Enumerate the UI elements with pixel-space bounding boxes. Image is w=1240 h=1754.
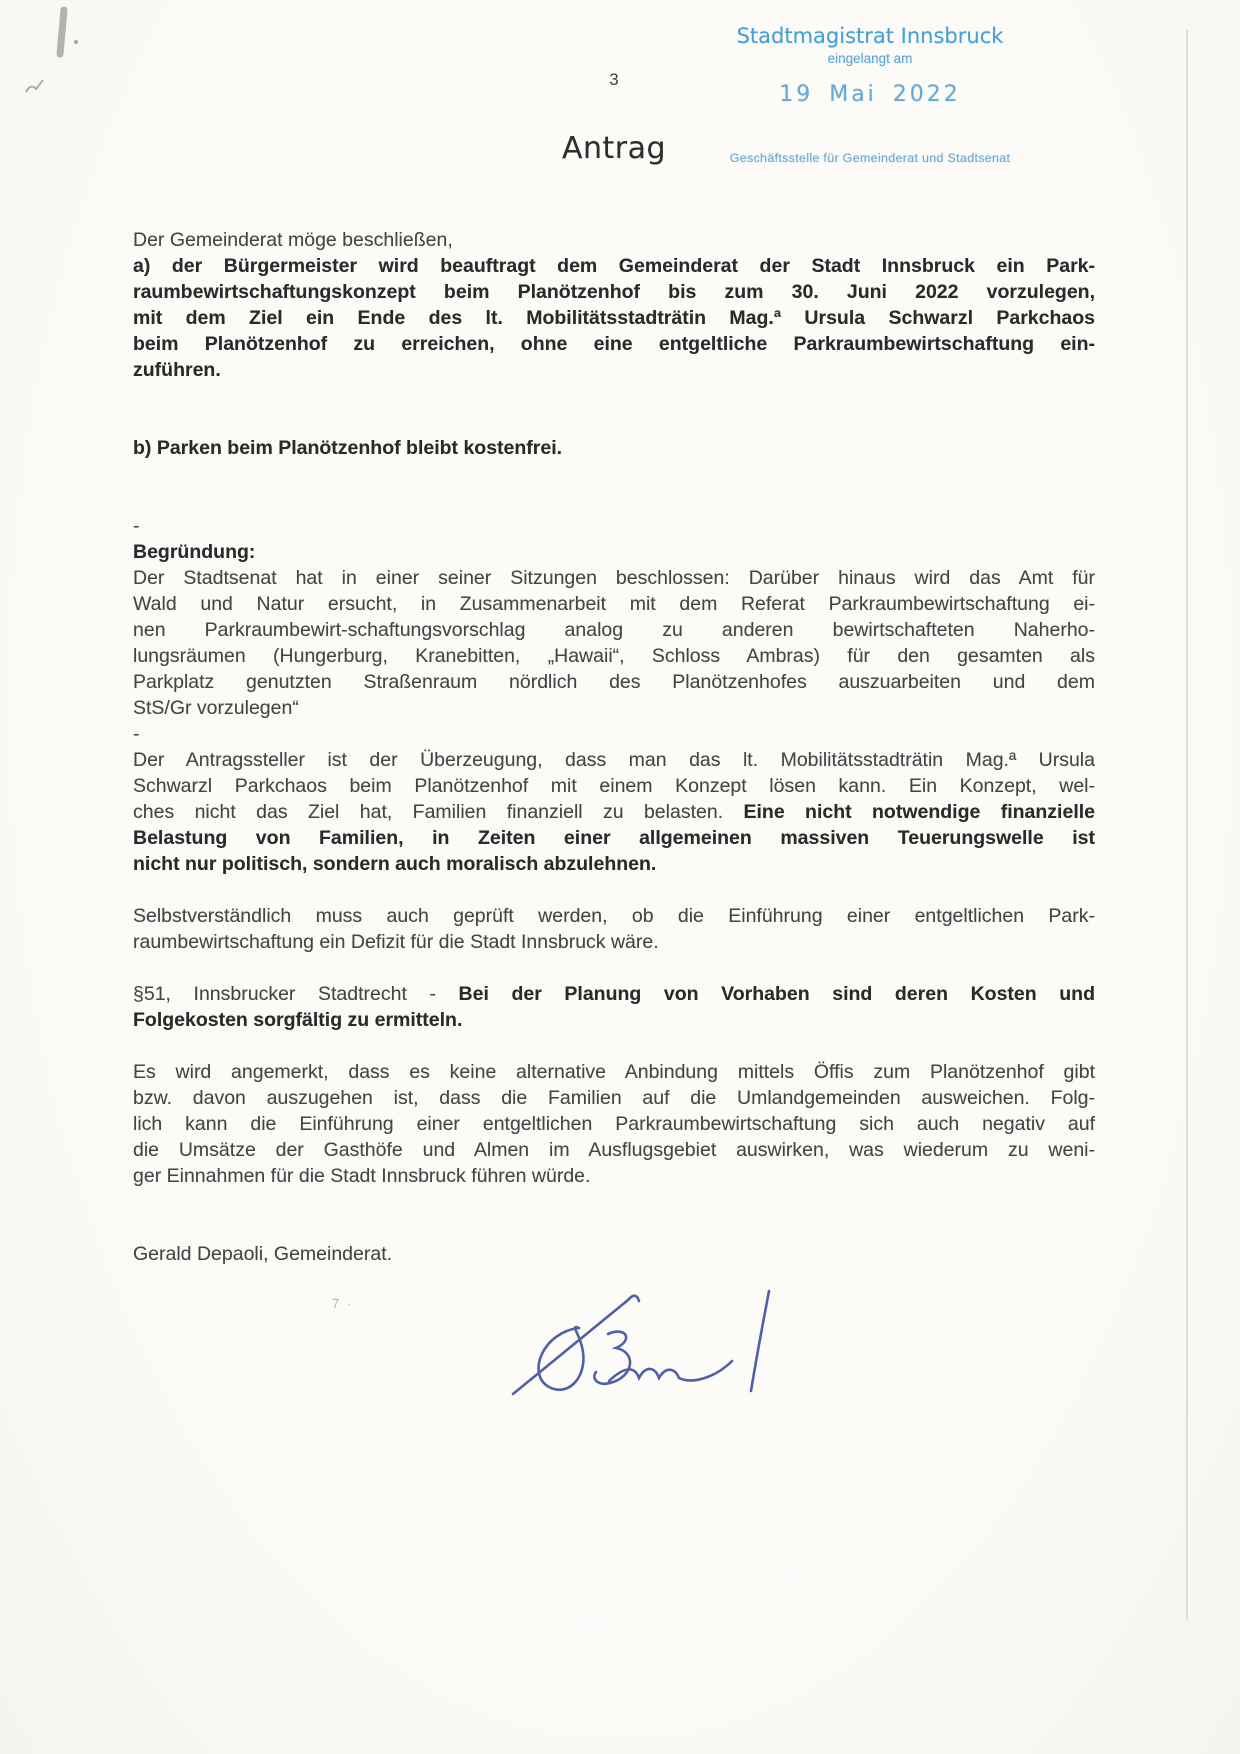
page-number: 3 xyxy=(609,70,619,89)
text-line xyxy=(133,435,1095,461)
text-run: StS/Gr vorzulegen“ xyxy=(133,697,299,719)
text-run: raumbewirtschaftung ein Defizit für die Stadt Innsbruck wäre. xyxy=(133,931,659,953)
text-line xyxy=(133,929,1095,955)
text-line xyxy=(133,357,1095,383)
bold-text-run: Eine nicht notwendige finanzielle xyxy=(743,801,1095,823)
stamp-office-name: Stadtmagistrat Innsbruck xyxy=(736,24,1004,48)
text-run: nen Parkraumbewirt-schaftungsvorschlag analog zu anderen bewirtschafteten Naherho- xyxy=(133,619,1095,641)
text-run: die Umsätze der Gasthöfe und Almen im Ausflugsgebiet auswirken, was wiederum zu weni- xyxy=(133,1139,1095,1161)
text-line xyxy=(133,539,1095,565)
text-run: Es wird angemerkt, dass es keine alternative Anbindung mittels Öffis zum Planötzenhof gibt xyxy=(133,1061,1095,1083)
scan-artifact-line xyxy=(1186,30,1188,1620)
text-line xyxy=(133,331,1095,357)
text-line xyxy=(133,773,1095,799)
text-line xyxy=(133,1007,1095,1033)
stamp-received-label: eingelangt am xyxy=(827,51,913,66)
document-title: Antrag xyxy=(561,131,667,166)
text-line xyxy=(133,695,1095,721)
paragraph xyxy=(133,721,1095,877)
bold-text-run: mit dem Ziel ein Ende des lt. Mobilitätsstadträtin Mag.ª Ursula Schwarzl Parkchaos xyxy=(133,307,1095,329)
stamp-date: 19 Mai 2022 xyxy=(779,82,961,107)
paragraph xyxy=(133,903,1095,955)
text-line xyxy=(133,227,1095,253)
paragraph xyxy=(133,435,1095,461)
text-line xyxy=(133,591,1095,617)
text-line xyxy=(133,617,1095,643)
text-run: lungsräumen (Hungerburg, Kranebitten, „Hawaii“, Schloss Ambras) für den gesamten als xyxy=(133,645,1095,667)
text-line xyxy=(133,1137,1095,1163)
text-run: Wald und Natur ersucht, in Zusammenarbeit mit dem Referat Parkraumbewirtschaftung ei- xyxy=(133,593,1095,615)
text-line xyxy=(133,565,1095,591)
stamp-department: Geschäftsstelle für Gemeinderat und Stadtsenat xyxy=(729,151,1011,165)
text-line xyxy=(133,825,1095,851)
text-line xyxy=(133,747,1095,773)
text-line xyxy=(133,1163,1095,1189)
stray-mark: 7 · xyxy=(332,1296,354,1311)
bold-text-run: raumbewirtschaftungskonzept beim Planötzenhof bis zum 30. Juni 2022 vorzulegen, xyxy=(133,281,1095,303)
text-line xyxy=(133,279,1095,305)
text-run: §51, Innsbrucker Stadtrecht - xyxy=(133,983,459,1005)
received-stamp xyxy=(718,24,1022,165)
bold-text-run: beim Planötzenhof zu erreichen, ohne eine entgeltliche Parkraumbewirtschaftung ein- xyxy=(133,333,1095,355)
text-run: Der Stadtsenat hat in einer seiner Sitzungen beschlossen: Darüber hinaus wird das Amt für xyxy=(133,567,1095,589)
text-line xyxy=(133,253,1095,279)
text-run: Der Antragssteller ist der Überzeugung, dass man das lt. Mobilitätsstadträtin Mag.ª Ursula xyxy=(133,749,1095,771)
text-line xyxy=(133,1111,1095,1137)
bold-text-run: Begründung: xyxy=(133,541,256,563)
text-line xyxy=(133,721,1095,747)
text-line xyxy=(133,1241,1095,1267)
text-line xyxy=(133,1085,1095,1111)
text-run: lich kann die Einführung einer entgeltlichen Parkraumbewirtschaftung sich auch negativ auf xyxy=(133,1113,1095,1135)
text-line xyxy=(133,903,1095,929)
bold-text-run: b) Parken beim Planötzenhof bleibt kostenfrei. xyxy=(133,437,563,459)
signature-strokes xyxy=(513,1291,769,1394)
paragraph xyxy=(133,513,1095,721)
paragraph xyxy=(133,981,1095,1033)
paragraph xyxy=(133,1059,1095,1189)
text-line xyxy=(133,1059,1095,1085)
text-run: Schwarzl Parkchaos beim Planötzenhof mit einem Konzept lösen kann. Ein Konzept, wel- xyxy=(133,775,1095,797)
text-run: ger Einnahmen für die Stadt Innsbruck führen würde. xyxy=(133,1165,591,1187)
paragraph xyxy=(133,227,1095,383)
text-run: Parkplatz genutzten Straßenraum nördlich des Planötzenhofes auszuarbeiten und dem xyxy=(133,671,1095,693)
bold-text-run: Belastung von Familien, in Zeiten einer allgemeinen massiven Teuerungswelle ist xyxy=(133,827,1095,849)
text-line xyxy=(133,669,1095,695)
text-line xyxy=(133,799,1095,825)
text-run: bzw. davon auszugehen ist, dass die Familien auf die Umlandgemeinden ausweichen. Folg- xyxy=(133,1087,1095,1109)
signature xyxy=(458,1278,788,1398)
bold-text-run: Folgekosten sorgfältig zu ermitteln. xyxy=(133,1009,463,1031)
text-run: Gerald Depaoli, Gemeinderat. xyxy=(133,1243,393,1265)
bold-text-run: nicht nur politisch, sondern auch moralisch abzulehnen. xyxy=(133,853,657,875)
text-line xyxy=(133,643,1095,669)
text-line xyxy=(133,851,1095,877)
text-line xyxy=(133,513,1095,539)
text-run: ches nicht das Ziel hat, Familien finanziell zu belasten. xyxy=(133,801,744,823)
bold-text-run: a) der Bürgermeister wird beauftragt dem Gemeinderat der Stadt Innsbruck ein Park- xyxy=(133,255,1095,277)
bold-text-run: zuführen. xyxy=(133,359,221,381)
text-run: Der Gemeinderat möge beschließen, xyxy=(133,229,453,251)
text-run: - xyxy=(133,723,140,745)
paragraph xyxy=(133,1241,1095,1267)
text-line xyxy=(133,981,1095,1007)
text-run: Selbstverständlich muss auch geprüft werden, ob die Einführung einer entgeltlichen Park- xyxy=(133,905,1095,927)
pen-mark-icon xyxy=(18,2,108,102)
text-line xyxy=(133,305,1095,331)
document-body xyxy=(133,227,1095,1267)
text-run: - xyxy=(133,515,140,537)
bold-text-run: Bei der Planung von Vorhaben sind deren Kosten und xyxy=(458,983,1095,1005)
